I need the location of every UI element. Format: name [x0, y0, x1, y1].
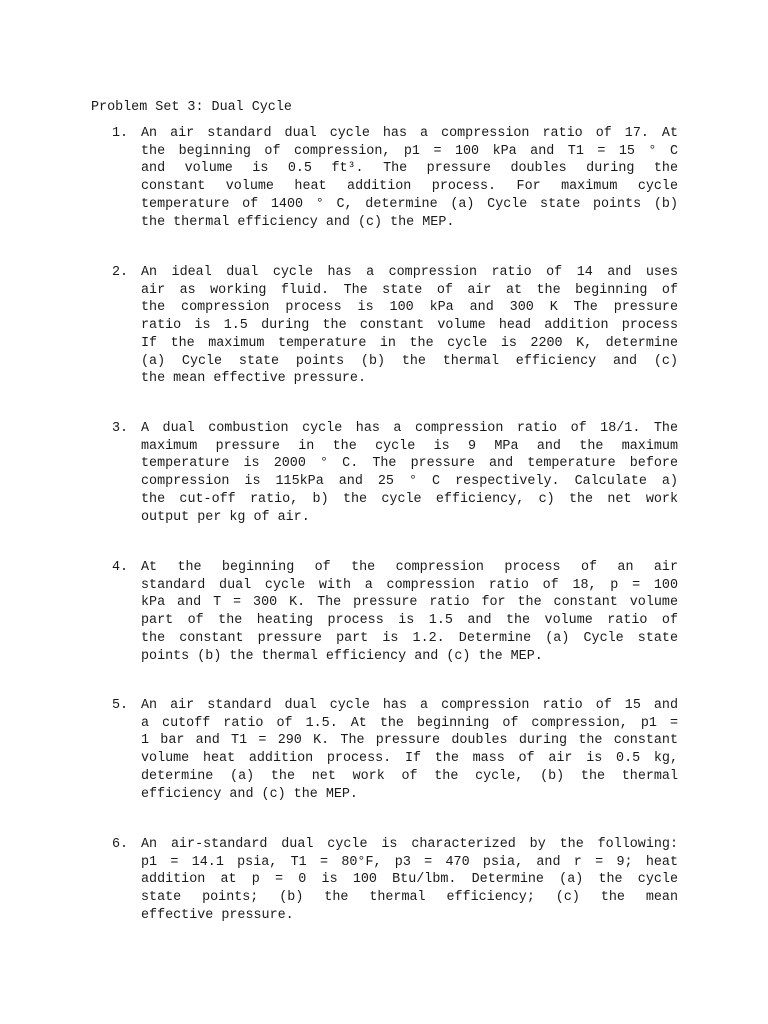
problem-line: efficiency and (c) the MEP. — [141, 786, 358, 802]
problem-line: standard dual cycle with a compression ratio of 18, p = 100 — [141, 577, 678, 593]
problem-line: the cut-off ratio, b) the cycle efficiency, c) the net work — [141, 491, 678, 507]
problem-line: and volume is 0.5 ft³. The pressure doubles during the — [141, 161, 678, 177]
problem-line: An air standard dual cycle has a compression ratio of 17. At — [141, 126, 678, 141]
problem-item — [112, 697, 678, 803]
problem-item — [112, 125, 678, 231]
problem-number: 2. — [112, 265, 129, 280]
problem-text — [141, 697, 678, 803]
problem-line: points (b) the thermal efficiency and (c) the MEP. — [141, 648, 543, 664]
problem-line: volume heat addition process. If the mass of air is 0.5 kg, — [141, 751, 678, 767]
problem-line: temperature of 1400 ° C, determine (a) Cycle state points (b) — [141, 196, 678, 212]
page-title: Problem Set 3: Dual Cycle — [91, 100, 292, 115]
problem-line: the thermal efficiency and (c) the MEP. — [141, 214, 455, 230]
problem-number: 4. — [112, 560, 129, 575]
problem-number: 5. — [112, 698, 129, 713]
problem-line: kPa and T = 300 K. The pressure ratio for the constant volume — [141, 595, 678, 611]
problem-number: 3. — [112, 421, 129, 436]
problem-number: 1. — [112, 126, 129, 141]
problem-line: determine (a) the net work of the cycle, (b) the thermal — [141, 768, 678, 784]
problem-line: An ideal dual cycle has a compression ratio of 14 and uses — [141, 265, 678, 280]
problem-text — [141, 836, 678, 925]
problem-text — [141, 420, 678, 526]
problem-line: addition at p = 0 is 100 Btu/lbm. Determine (a) the cycle — [141, 872, 678, 888]
problem-item — [112, 264, 678, 388]
problem-text — [141, 264, 678, 388]
problem-line: maximum pressure in the cycle is 9 MPa and the maximum — [141, 438, 678, 454]
problem-line: If the maximum temperature in the cycle is 2200 K, determine — [141, 335, 678, 351]
problem-line: part of the heating process is 1.5 and the volume ratio of — [141, 613, 678, 629]
problem-number: 6. — [112, 837, 129, 852]
problem-line: the compression process is 100 kPa and 300 K The pressure — [141, 300, 678, 316]
problem-line: A dual combustion cycle has a compression ratio of 18/1. The — [141, 421, 678, 436]
problem-line: a cutoff ratio of 1.5. At the beginning of compression, p1 = — [141, 715, 678, 731]
problem-line: state points; (b) the thermal efficiency; (c) the mean — [141, 890, 678, 906]
problem-line: the constant pressure part is 1.2. Determine (a) Cycle state — [141, 630, 678, 646]
problem-line: temperature is 2000 ° C. The pressure and temperature before — [141, 456, 678, 472]
problem-line: the mean effective pressure. — [141, 371, 366, 387]
problem-line: An air-standard dual cycle is characterized by the following: — [141, 837, 678, 852]
problem-item — [112, 836, 678, 925]
problem-item — [112, 559, 678, 665]
problem-line: An air standard dual cycle has a compression ratio of 15 and — [141, 698, 678, 713]
problem-text — [141, 559, 678, 665]
problem-text — [141, 125, 678, 231]
problem-line: ratio is 1.5 during the constant volume head addition process — [141, 318, 678, 334]
problem-item — [112, 420, 678, 526]
problem-line: At the beginning of the compression process of an air — [141, 560, 678, 575]
problem-line: the beginning of compression, p1 = 100 kPa and T1 = 15 ° C — [141, 143, 678, 159]
problem-line: compression is 115kPa and 25 ° C respectively. Calculate a) — [141, 474, 678, 490]
problem-line: output per kg of air. — [141, 509, 310, 525]
problem-line: 1 bar and T1 = 290 K. The pressure doubles during the constant — [141, 733, 678, 749]
problem-line: constant volume heat addition process. For maximum cycle — [141, 179, 678, 195]
problem-line: p1 = 14.1 psia, T1 = 80°F, p3 = 470 psia, and r = 9; heat — [141, 854, 678, 870]
problem-line: air as working fluid. The state of air at the beginning of — [141, 282, 678, 298]
problem-line: (a) Cycle state points (b) the thermal efficiency and (c) — [141, 353, 678, 369]
problem-line: effective pressure. — [141, 907, 294, 923]
